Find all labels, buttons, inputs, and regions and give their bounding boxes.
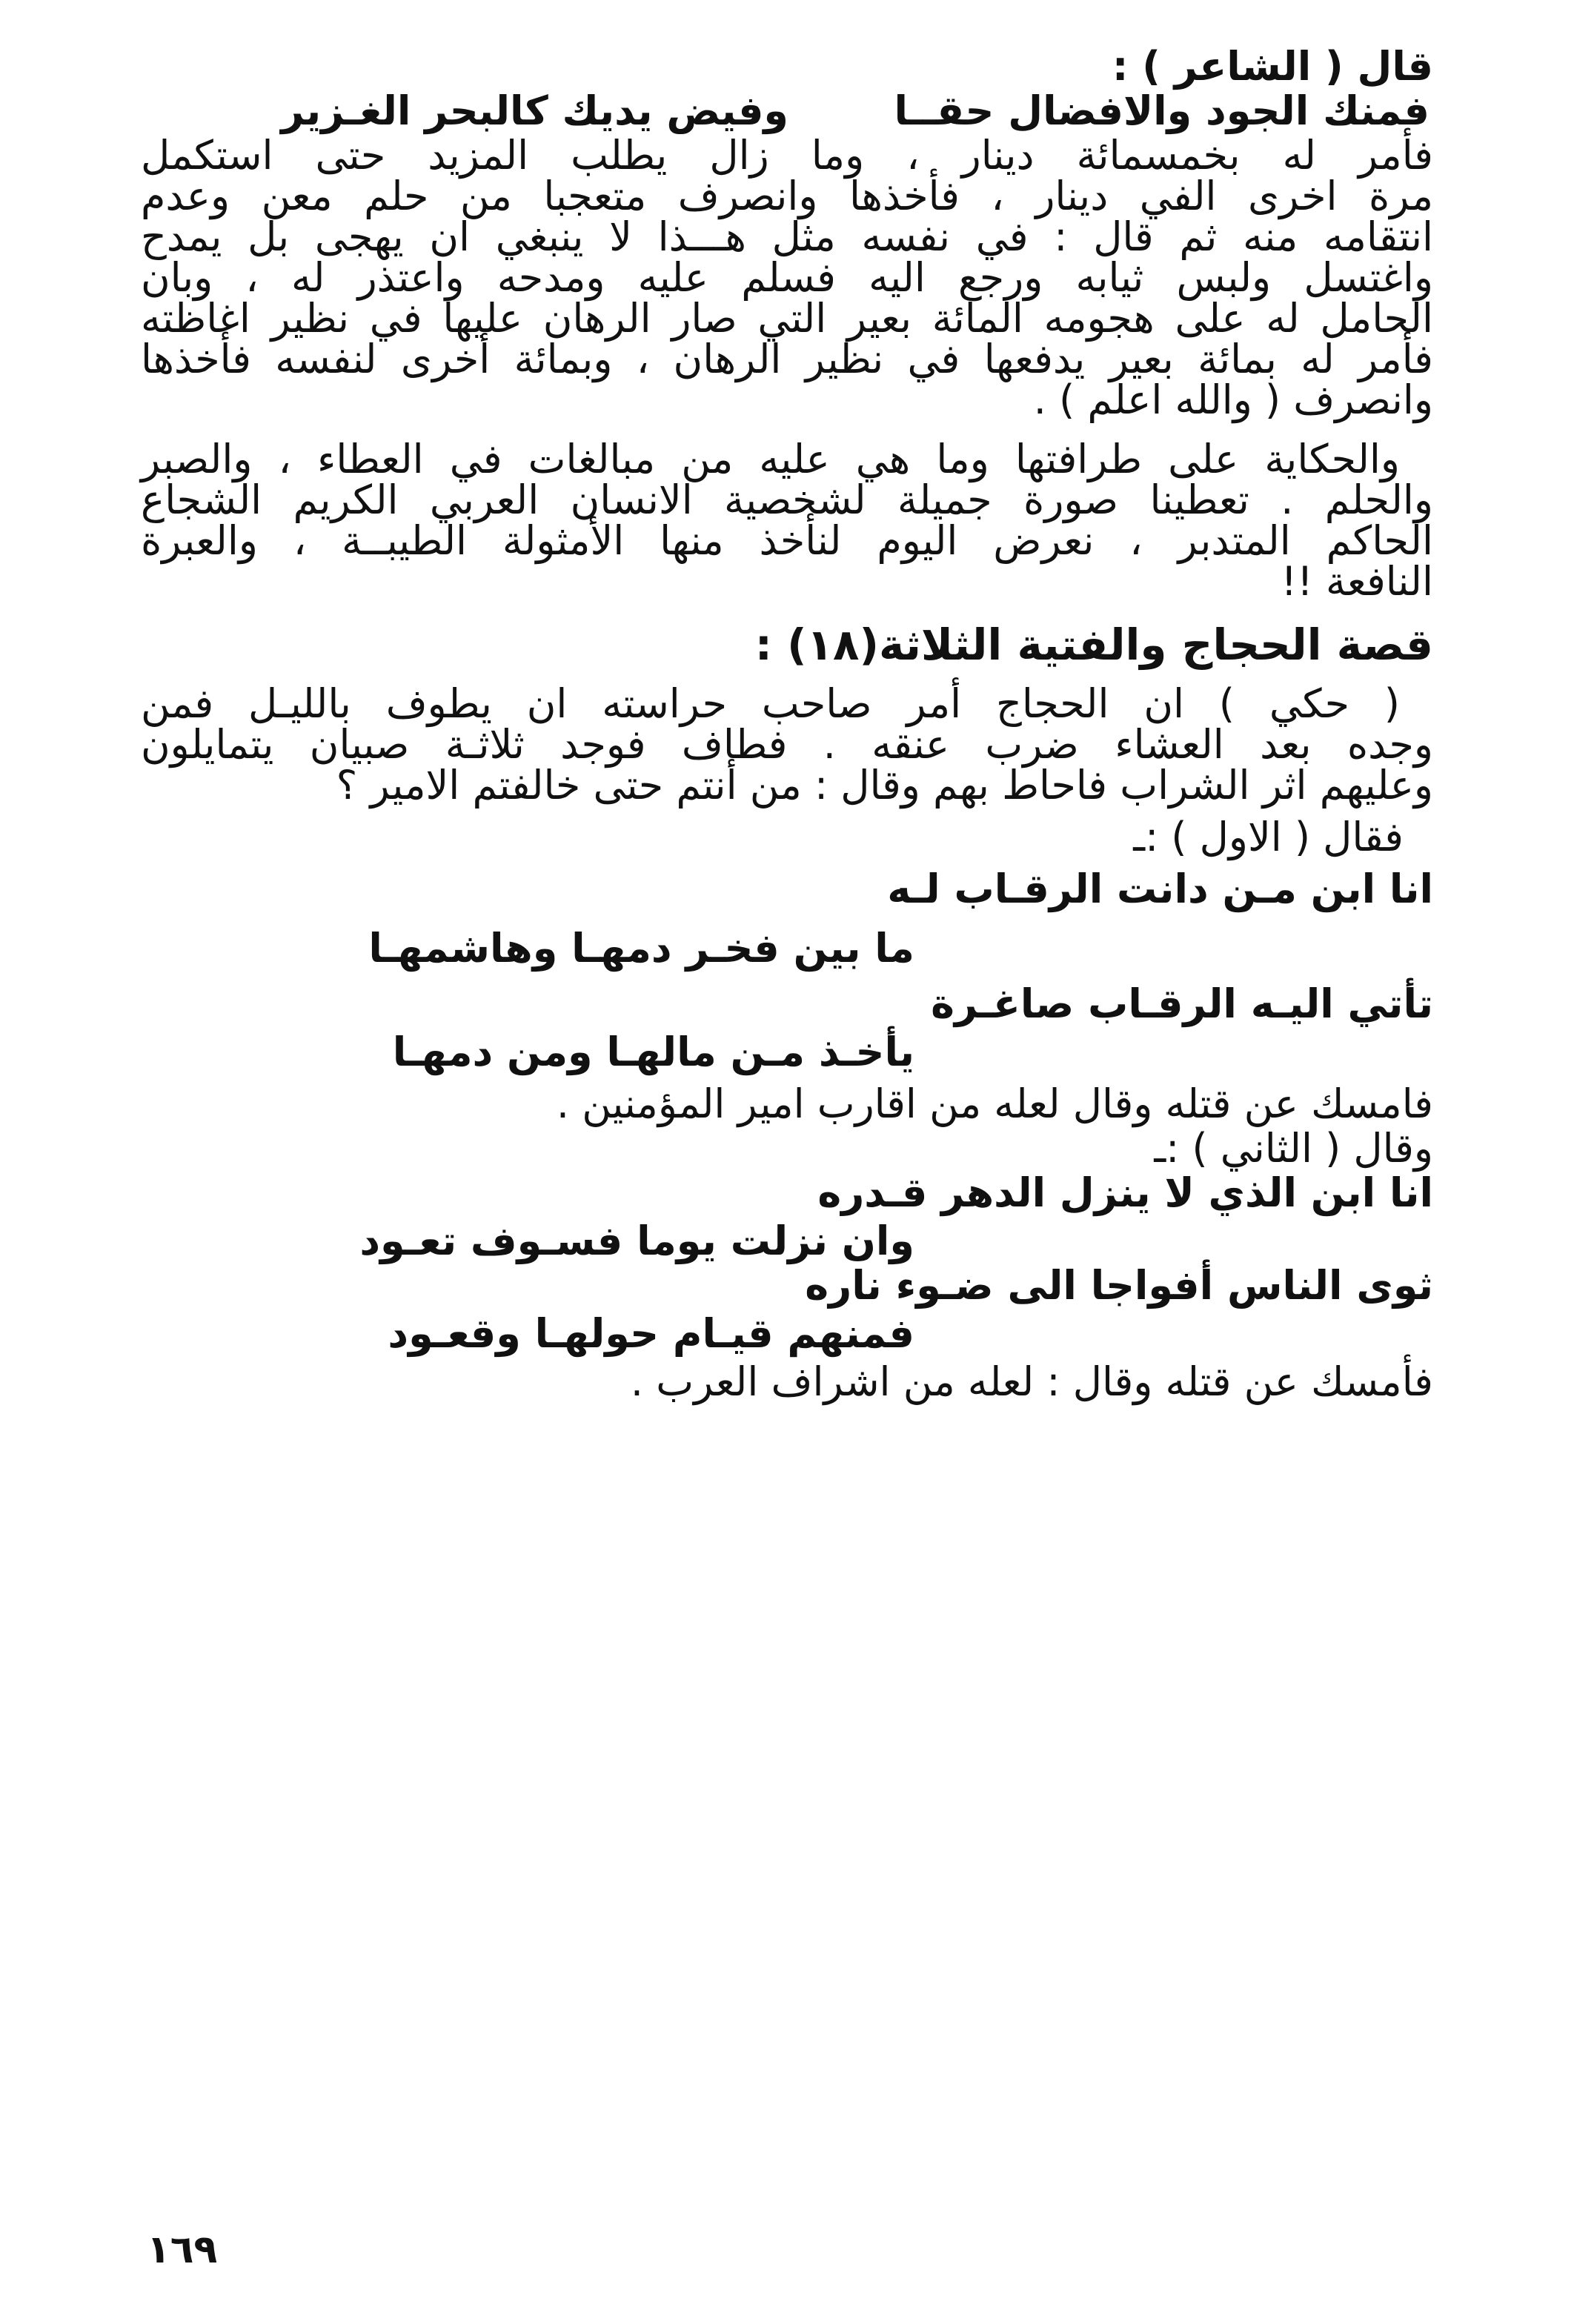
- poem-1-hemistich-2: وفيض يديك كالبحر الغـزير: [281, 87, 788, 134]
- section-heading: قصة الحجاج والفتية الثلاثة(١٨) :: [754, 620, 1433, 670]
- paragraph-1-line-5: الحامل له على هجومه المائة بعير التي صار الرهان عليها في نظير اغاظته: [141, 295, 1433, 342]
- paragraph-3-line-2: وجده بعد العشاء ضرب عنقه . فطاف فوجد ثلاثـة صبيان يتمايلون: [141, 721, 1433, 768]
- paragraph-1-line-7: وانصرف ( والله اعلم ) .: [1033, 376, 1433, 423]
- poem-2-line-2: ما بين فخـر دمهـا وهاشمهـا: [368, 925, 914, 972]
- poem-3-line-3: ثوى الناس أفواجا الى ضـوء ناره: [805, 1262, 1433, 1309]
- paragraph-1-line-3: انتقامه منه ثم قال : في نفسه مثل هـــذا لا ينبغي ان يهجى بل يمدح: [141, 213, 1433, 260]
- poem-3-line-4: فمنهم قيـام حولهـا وقعـود: [388, 1310, 914, 1357]
- poem-1-hemistich-1: فمنك الجود والافضال حقــا: [894, 87, 1429, 134]
- paragraph-1-line-2: مرة اخرى الفي دينار ، فأخذها وانصرف متعجبا من حلم معن وعدم: [141, 173, 1433, 219]
- poem-2-line-3: تأتي اليـه الرقـاب صاغـرة: [931, 980, 1433, 1027]
- poet-intro: قال ( الشاعر ) :: [1112, 43, 1433, 90]
- paragraph-1-line-6: فأمر له بمائة بعير يدفعها في نظير الرهان ، وبمائة أخرى لنفسه فأخذها: [141, 336, 1433, 382]
- paragraph-3-line-1: ( حكي ) ان الحجاج أمر صاحب حراسته ان يطوف بالليـل فمن: [141, 680, 1400, 727]
- paragraph-1-line-4: واغتسل ولبس ثيابه ورجع اليه فسلم عليه ومدحه واعتذر له ، وبان: [141, 254, 1433, 301]
- paragraph-2-line-3: الحاكم المتدبر ، نعرض اليوم لنأخذ منها الأمثولة الطيبــة ، والعبرة: [141, 517, 1433, 564]
- paragraph-2-line-4: النافعة !!: [1281, 558, 1433, 605]
- poem-2-line-4: يأخـذ مـن مالهـا ومن دمهـا: [392, 1029, 914, 1075]
- paragraph-3-line-3: وعليهم اثر الشراب فاحاط بهم وقال : من أنتم حتى خالفتم الامير ؟: [336, 762, 1433, 809]
- poem-3-line-1: انا ابن الذي لا ينزل الدهر قـدره: [817, 1169, 1433, 1216]
- poem-3-line-2: وان نزلت يوما فسـوف تعـود: [359, 1218, 914, 1264]
- poem-2-line-1: انا ابن مـن دانت الرقـاب لـه: [887, 866, 1433, 912]
- page-number: ١٦٩: [147, 2228, 218, 2272]
- paragraph-2-line-2: والحلم . تعطينا صورة جميلة لشخصية الانسان العربي الكريم الشجاع: [141, 477, 1433, 523]
- after-second-speaker: فأمسك عن قتله وقال : لعله من اشراف العرب .: [630, 1358, 1433, 1405]
- paragraph-2-line-1: والحكاية على طرافتها وما هي عليه من مبالغات في العطاء ، والصبر: [141, 436, 1400, 482]
- after-first-speaker: فامسك عن قتله وقال لعله من اقارب امير المؤمنين .: [556, 1080, 1433, 1127]
- second-speaker: وقال ( الثاني ) :ـ: [1154, 1125, 1433, 1172]
- first-speaker: فقال ( الاول ) :ـ: [1133, 814, 1404, 860]
- paragraph-1-line-1: فأمر له بخمسمائة دينار ، وما زال يطلب المزيد حتى استكمل: [141, 132, 1433, 179]
